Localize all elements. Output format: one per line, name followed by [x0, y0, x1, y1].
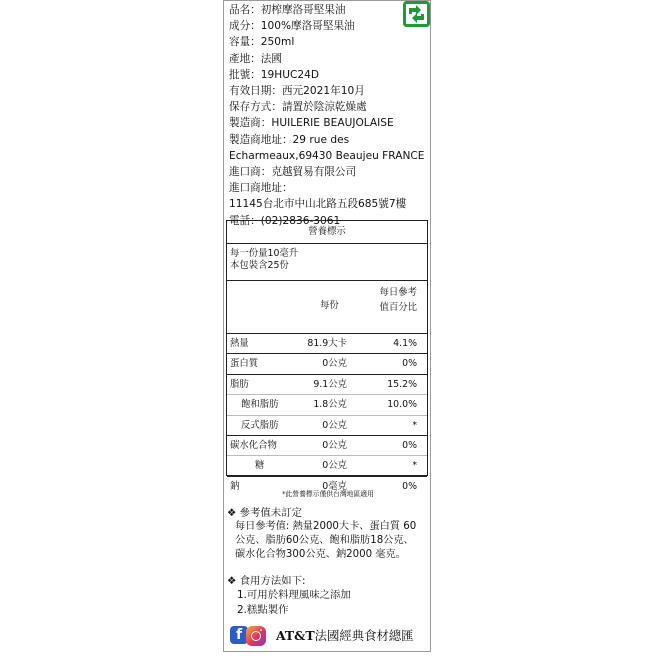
usage-section — [227, 574, 429, 618]
info-line-volume: 容量：250ml — [229, 36, 295, 49]
product-info — [229, 2, 429, 229]
nutrition-footnote: *此營養標示僅供台灣地區適用 — [282, 490, 374, 498]
nutrient-daily-percent: 10.0% — [387, 399, 417, 411]
brand-name — [276, 626, 414, 646]
nutrition-row — [227, 354, 427, 374]
reference-heading: ❖ 參考值未訂定 — [227, 507, 302, 519]
nutrition-serving — [227, 244, 427, 281]
nutrient-per-serving: 9.1公克 — [313, 378, 347, 390]
nutrient-daily-percent: * — [412, 419, 417, 431]
nutrient-daily-percent: 0% — [402, 358, 417, 370]
nutrient-name: 飽和脂肪 — [241, 399, 279, 411]
col-per-serving: 每份 — [320, 300, 339, 311]
nutrition-title: 營養標示 — [227, 221, 427, 244]
nutrient-name: 碳水化合物 — [230, 439, 277, 451]
nutrient-name: 糖 — [255, 460, 265, 472]
info-line-manufacturer-address: 製造商地址：29 rue des — [229, 133, 350, 146]
nutrient-daily-percent: 0% — [402, 480, 417, 492]
info-line-importer: 進口商：克越貿易有限公司 — [229, 166, 357, 179]
nutrient-per-serving: 0公克 — [322, 419, 347, 431]
info-line-importer-address-2: 11145台北市中山北路五段685號7樓 — [229, 198, 407, 211]
reference-line: 每日參考值: 熱量2000大卡、蛋白質 60 — [235, 521, 417, 532]
nutrient-per-serving: 0公克 — [322, 358, 347, 370]
reference-line: 碳水化合物300公克、鈉2000 毫克。 — [235, 549, 406, 560]
nutrition-row — [227, 456, 427, 476]
nutrient-per-serving: 0公克 — [322, 460, 347, 472]
nutrition-row — [227, 436, 427, 456]
brand-footer — [230, 626, 430, 648]
nutrition-row — [227, 395, 427, 415]
nutrient-daily-percent: 15.2% — [387, 378, 417, 390]
nutrition-table — [226, 220, 428, 492]
nutrition-row — [227, 416, 427, 436]
info-line-ingredients: 成分：100%摩洛哥堅果油 — [229, 20, 355, 33]
nutrient-daily-percent: * — [412, 460, 417, 472]
nutrient-per-serving: 0毫克 — [322, 480, 347, 492]
info-line-manufacturer: 製造商：HUILERIE BEAUJOLAISE — [229, 117, 394, 130]
info-line-manufacturer-address-2: Echarmeaux,69430 Beaujeu FRANCE — [229, 149, 425, 162]
brand-name-rest: 法國經典食材總匯 — [314, 628, 414, 643]
nutrition-header — [227, 281, 427, 334]
facebook-icon: f — [230, 626, 248, 644]
info-line-expiry: 有效日期：西元2021年10月 — [229, 85, 365, 98]
info-line-origin: 產地：法國 — [229, 52, 282, 65]
product-label — [223, 0, 431, 652]
info-line-batch: 批號：19HUC24D — [229, 68, 320, 81]
col-daily-reference: 每日參考 值百分比 — [379, 287, 417, 313]
info-line-storage: 保存方式：請置於陰涼乾燥處 — [229, 101, 367, 114]
nutrient-name: 脂肪 — [230, 378, 249, 390]
instagram-icon — [246, 626, 266, 646]
nutrient-daily-percent: 0% — [402, 439, 417, 451]
nutrient-name: 熱量 — [230, 338, 249, 349]
servings-per-package: 本包裝含25份 — [230, 260, 289, 271]
nutrient-daily-percent: 4.1% — [393, 338, 417, 349]
reference-line: 公克、脂肪60公克、飽和脂肪18公克、 — [235, 535, 414, 546]
usage-heading: ❖ 食用方法如下: — [227, 575, 306, 587]
usage-line: 1.可用於料理風味之添加 — [237, 589, 351, 601]
info-line-importer-address: 進口商地址： — [229, 182, 293, 195]
nutrient-per-serving: 0公克 — [322, 439, 347, 451]
nutrition-row — [227, 375, 427, 395]
brand-name-bold: AT&T — [276, 628, 315, 643]
info-line-phone: 電話：(02)2836-3061 — [229, 214, 341, 227]
usage-line: 2.糕點製作 — [237, 604, 289, 616]
nutrient-name: 鈉 — [230, 480, 240, 492]
nutrient-name: 反式脂肪 — [241, 419, 279, 431]
nutrition-rows — [227, 334, 427, 497]
nutrient-per-serving: 1.8公克 — [313, 399, 347, 411]
serving-size: 每一份量10毫升 — [230, 248, 299, 259]
nutrition-row — [227, 334, 427, 354]
reference-section — [227, 506, 429, 562]
info-line-name: 品名：初榨摩洛哥堅果油 — [229, 4, 346, 16]
nutrient-name: 蛋白質 — [230, 358, 259, 370]
nutrient-per-serving: 81.9大卡 — [307, 338, 347, 349]
